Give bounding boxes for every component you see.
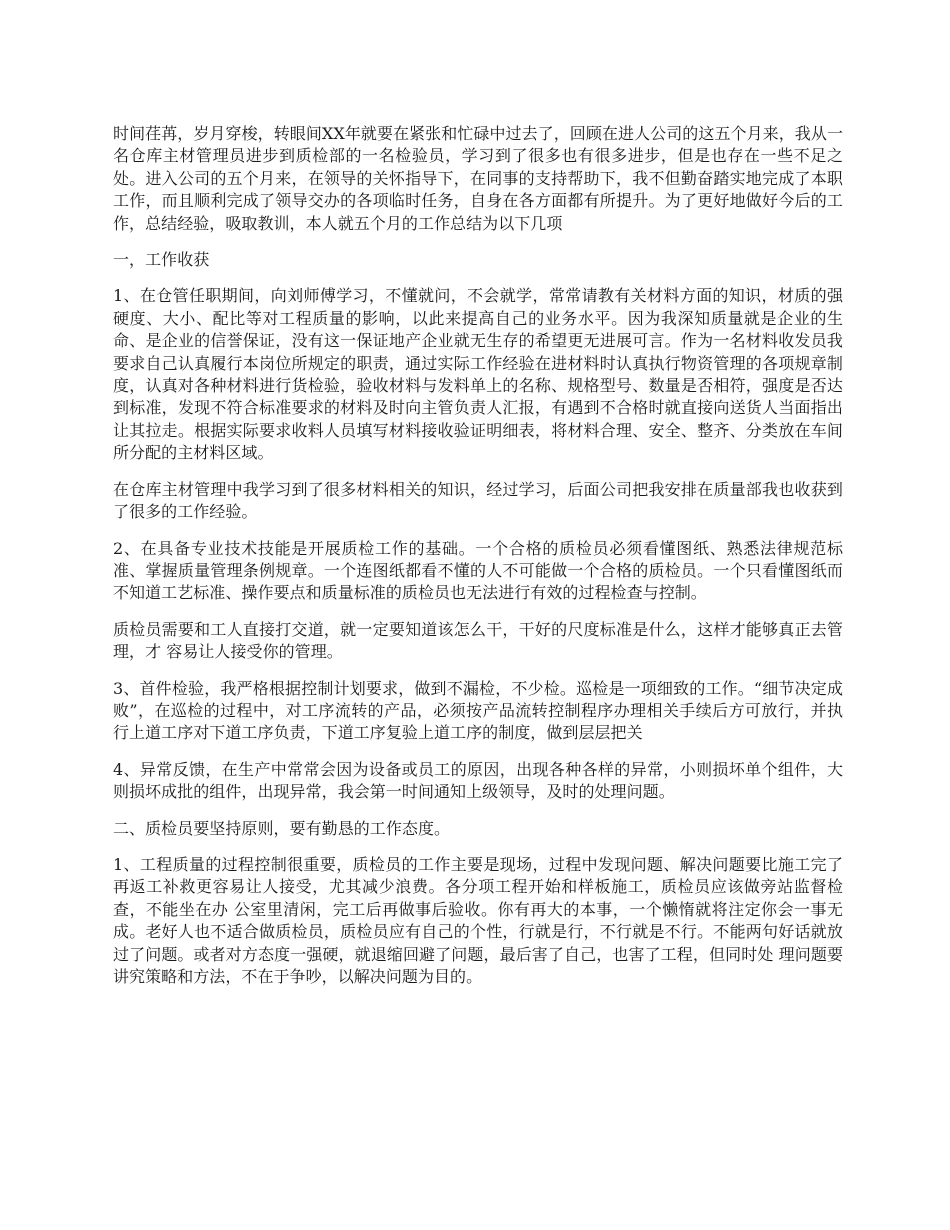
paragraph-item-2-technical-skills: 2、在具备专业技术技能是开展质检工作的基础。一个合格的质检员必须看懂图纸、熟悉法律规范标准、掌握质量管理条例规章。一个连图纸都看不懂的人不可能做一个合格的质检员。一个只看懂图纸而不知道工艺标准、操作要点和质量标准的质检员也无法进行有效的过程检查与控制。 xyxy=(113,538,843,603)
document-page xyxy=(113,123,843,1002)
paragraph-item-1-warehouse: 1、在仓管任职期间，向刘师傅学习，不懂就问，不会就学，常常请教有关材料方面的知识，材质的强硬度、大小、配比等对工程质量的影响，以此来提高自己的业务水平。因为我深知质量就是企业的生命、是企业的信誉保证，没有这一保证地产企业就无生存的希望更无进展可言。作为一名材料收发员我要求自己认真履行本岗位所规定的职责，通过实际工作经验在进材料时认真执行物资管理的各项规章制度，认真对各种材料进行货检验，验收材料与发料单上的名称、规格型号、数量是否相符，强度是否达到标准，发现不符合标准要求的材料及时向主管负责人汇报，有遇到不合格时就直接向送货人当面指出让其拉走。根据实际要求收料人员填写材料接收验证明细表，将材料合理、安全、整齐、分类放在车间所分配的主材料区域。 xyxy=(113,286,843,463)
paragraph-inspector-workers: 质检员需要和工人直接打交道，就一定要知道该怎么干，干好的尺度标准是什么，这样才能够真正去管理，才 容易让人接受你的管理。 xyxy=(113,619,843,662)
paragraph-item-3-first-inspection: 3、首件检验，我严格根据控制计划要求，做到不漏检，不少检。巡检是一项细致的工作。“细节决定成败”，在巡检的过程中，对工序流转的产品，必须按产品流转控制程序办理相关手续后方可放行，并执行上道工序对下道工序负责，下道工序复验上道工序的制度，做到层层把关 xyxy=(113,678,843,743)
section-heading-work-gains: 一，工作收获 xyxy=(113,250,210,270)
section-heading-principles: 二、质检员要坚持原则，要有勤恳的工作态度。 xyxy=(113,818,451,838)
paragraph-item-1-process-control: 1、工程质量的过程控制很重要，质检员的工作主要是现场，过程中发现问题、解决问题要比施工完了再返工补救更容易让人接受，尤其减少浪费。各分项工程开始和样板施工，质检员应该做旁站监督检查，不能坐在办 公室里清闲，完工后再做事后验收。你有再大的本事，一个懒惰就将注定你会一事无成。老好人也不适合做质检员，质检员应有自己的个性，行就是行，不行就是不行。不能两句好话就放过了问题。或者对方态度一强硬，就退缩回避了问题，最后害了自己，也害了工程，但同时处 理问题要讲究策略和方法，不在于争吵，以解决问题为目的。 xyxy=(113,854,843,986)
paragraph-warehouse-summary: 在仓库主材管理中我学习到了很多材料相关的知识，经过学习，后面公司把我安排在质量部我也收获到了很多的工作经验。 xyxy=(113,479,843,522)
paragraph-item-4-exception-feedback: 4、异常反馈，在生产中常常会因为设备或员工的原因，出现各种各样的异常，小则损坏单个组件，大则损坏成批的组件，出现异常，我会第一时间通知上级领导，及时的处理问题。 xyxy=(113,759,843,802)
intro-paragraph: 时间荏苒，岁月穿梭，转眼间XX年就要在紧张和忙碌中过去了，回顾在进人公司的这五个月来，我从一名仓库主材管理员进步到质检部的一名检验员，学习到了很多也有很多进步，但是也存在一些不足之处。进入公司的五个月来，在领导的关怀指导下，在同事的支持帮助下，我不但勤奋踏实地完成了本职工作，而且顺利完成了领导交办的各项临时任务，自身在各方面都有所提升。为了更好地做好今后的工作，总结经验，吸取教训，本人就五个月的工作总结为以下几项 xyxy=(113,124,843,233)
